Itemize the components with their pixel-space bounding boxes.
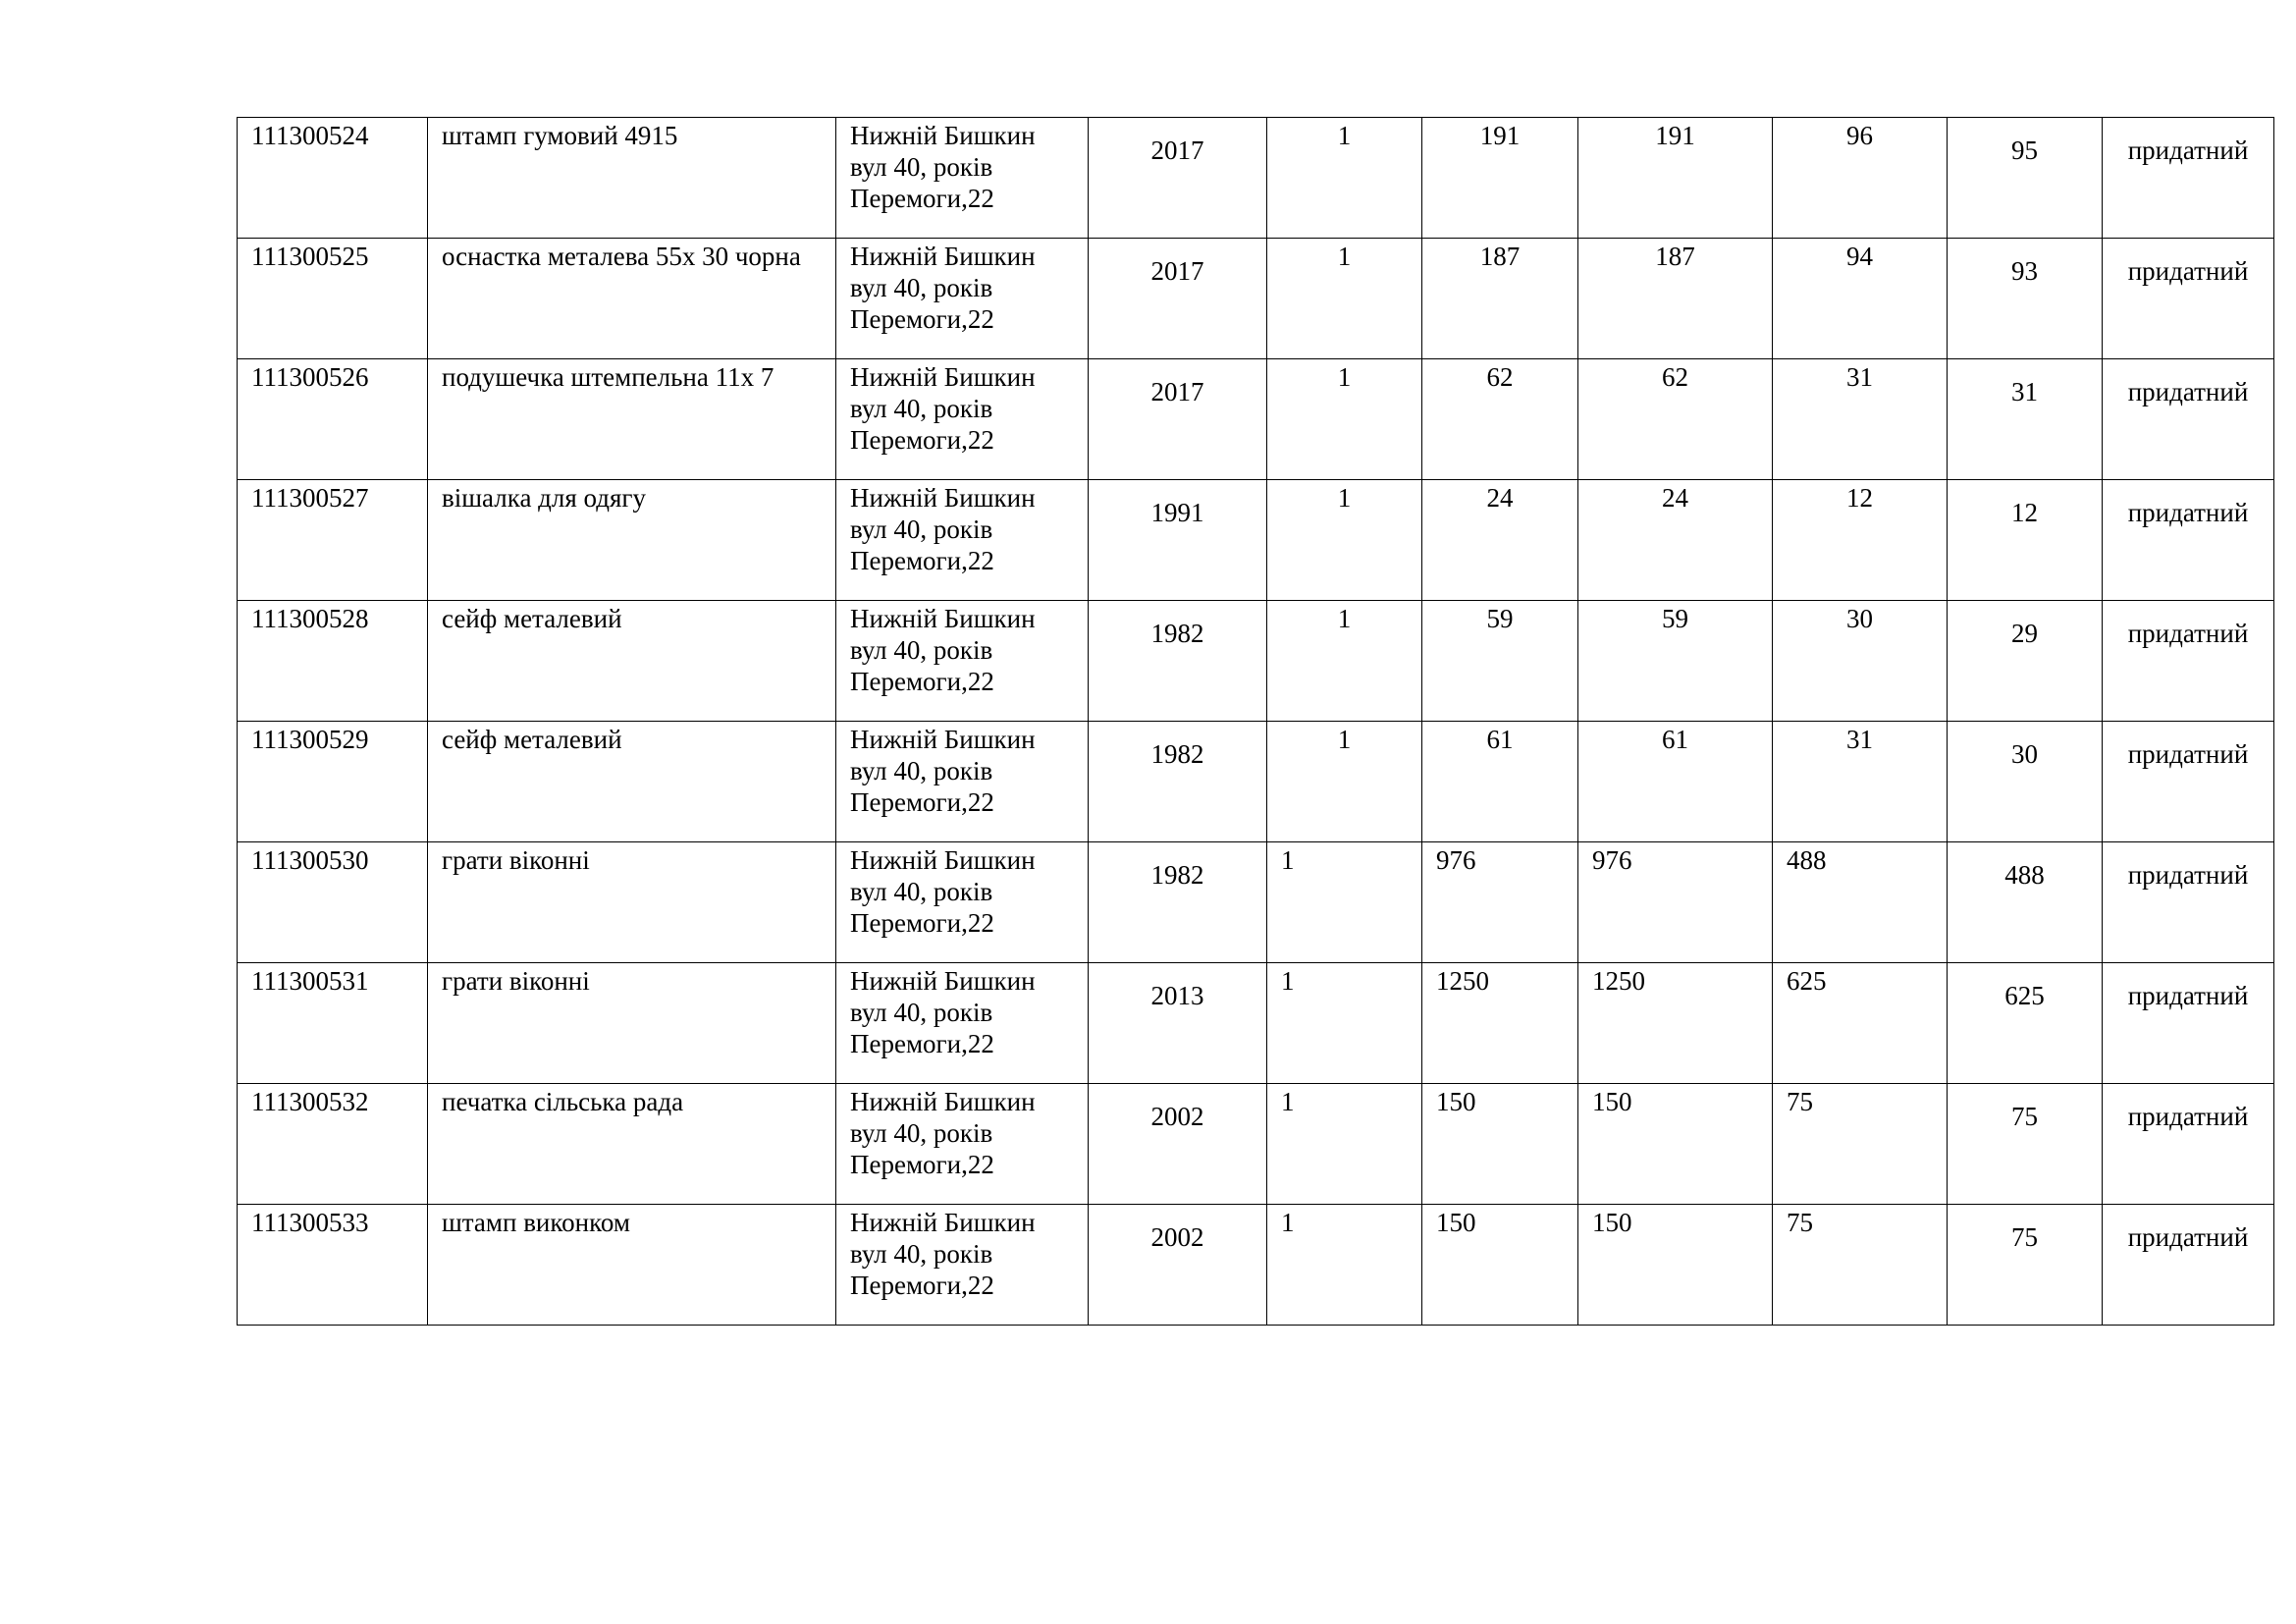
value-cell xyxy=(1773,842,1948,963)
value-text: 187 xyxy=(1479,242,1521,271)
quantity-text: 1 xyxy=(1337,725,1352,754)
quantity-text: 1 xyxy=(1281,845,1295,875)
table-row xyxy=(238,239,2274,359)
value-cell xyxy=(1422,601,1578,722)
status-text: придатний xyxy=(2127,256,2249,286)
value-text: 976 xyxy=(1436,845,1476,875)
location-text: Нижній Бишкин вул 40, років Перемоги,22 xyxy=(850,604,1036,696)
value-cell xyxy=(1422,963,1578,1084)
residual-value-cell xyxy=(1948,601,2103,722)
year-text: 2002 xyxy=(1150,1102,1204,1131)
table-row xyxy=(238,118,2274,239)
status-text: придатний xyxy=(2127,860,2249,890)
value-text: 24 xyxy=(1486,483,1514,513)
location-cell xyxy=(836,480,1089,601)
value-text: 150 xyxy=(1436,1087,1476,1116)
value-text: 150 xyxy=(1592,1087,1632,1116)
value-text: 1250 xyxy=(1592,966,1645,996)
residual-value-text: 95 xyxy=(2011,135,2038,165)
location-cell xyxy=(836,842,1089,963)
inventory-table xyxy=(237,117,2274,1326)
status-text: придатний xyxy=(2127,135,2249,165)
quantity-text: 1 xyxy=(1337,242,1352,271)
table-row xyxy=(238,601,2274,722)
residual-value-cell xyxy=(1948,359,2103,480)
status-text: придатний xyxy=(2127,498,2249,527)
item-name-cell xyxy=(428,963,836,1084)
status-cell xyxy=(2103,1084,2274,1205)
table-row xyxy=(238,842,2274,963)
value-text: 96 xyxy=(1846,121,1873,150)
location-text: Нижній Бишкин вул 40, років Перемоги,22 xyxy=(850,121,1036,213)
residual-value-cell xyxy=(1948,480,2103,601)
year-text: 1982 xyxy=(1150,739,1204,769)
value-cell xyxy=(1773,1205,1948,1326)
value-text: 191 xyxy=(1655,121,1695,150)
value-cell xyxy=(1578,118,1773,239)
value-text: 61 xyxy=(1662,725,1688,754)
quantity-cell xyxy=(1267,1084,1422,1205)
location-cell xyxy=(836,601,1089,722)
item-name-text: штамп виконком xyxy=(442,1208,630,1237)
residual-value-cell xyxy=(1948,1084,2103,1205)
quantity-cell xyxy=(1267,239,1422,359)
value-text: 191 xyxy=(1479,121,1521,150)
year-cell xyxy=(1089,963,1267,1084)
value-cell xyxy=(1773,722,1948,842)
value-text: 61 xyxy=(1486,725,1514,754)
location-cell xyxy=(836,1205,1089,1326)
residual-value-text: 75 xyxy=(2011,1222,2038,1252)
item-name-text: печатка сільська рада xyxy=(442,1087,684,1116)
value-text: 488 xyxy=(1787,845,1827,875)
value-cell xyxy=(1773,359,1948,480)
status-cell xyxy=(2103,118,2274,239)
quantity-text: 1 xyxy=(1337,362,1352,392)
value-cell xyxy=(1422,1084,1578,1205)
quantity-text: 1 xyxy=(1281,1087,1295,1116)
value-text: 31 xyxy=(1846,725,1873,754)
value-text: 1250 xyxy=(1436,966,1489,996)
location-cell xyxy=(836,722,1089,842)
status-cell xyxy=(2103,239,2274,359)
value-cell xyxy=(1578,963,1773,1084)
residual-value-text: 30 xyxy=(2011,739,2038,769)
location-text: Нижній Бишкин вул 40, років Перемоги,22 xyxy=(850,966,1036,1058)
inventory-number-text: 111300528 xyxy=(251,604,369,633)
year-text: 2017 xyxy=(1150,377,1204,406)
status-cell xyxy=(2103,963,2274,1084)
residual-value-cell xyxy=(1948,722,2103,842)
item-name-text: подушечка штемпельна 11х 7 xyxy=(442,362,774,392)
residual-value-cell xyxy=(1948,118,2103,239)
year-text: 2002 xyxy=(1150,1222,1204,1252)
item-name-text: грати віконні xyxy=(442,966,590,996)
inventory-table-body xyxy=(238,118,2274,1326)
value-text: 150 xyxy=(1592,1208,1632,1237)
inventory-number-cell xyxy=(238,722,428,842)
value-text: 30 xyxy=(1846,604,1873,633)
location-cell xyxy=(836,118,1089,239)
table-row xyxy=(238,722,2274,842)
value-cell xyxy=(1578,842,1773,963)
item-name-text: грати віконні xyxy=(442,845,590,875)
residual-value-text: 625 xyxy=(2004,981,2045,1010)
year-cell xyxy=(1089,1205,1267,1326)
status-text: придатний xyxy=(2127,619,2249,648)
item-name-cell xyxy=(428,118,836,239)
value-text: 75 xyxy=(1787,1087,1813,1116)
status-cell xyxy=(2103,359,2274,480)
status-cell xyxy=(2103,1205,2274,1326)
quantity-text: 1 xyxy=(1337,121,1352,150)
year-cell xyxy=(1089,842,1267,963)
quantity-cell xyxy=(1267,963,1422,1084)
year-cell xyxy=(1089,722,1267,842)
inventory-number-cell xyxy=(238,118,428,239)
residual-value-text: 93 xyxy=(2011,256,2038,286)
inventory-number-cell xyxy=(238,842,428,963)
value-cell xyxy=(1422,842,1578,963)
value-cell xyxy=(1578,480,1773,601)
inventory-number-cell xyxy=(238,480,428,601)
year-text: 1982 xyxy=(1150,619,1204,648)
value-text: 59 xyxy=(1486,604,1514,633)
quantity-cell xyxy=(1267,601,1422,722)
residual-value-text: 29 xyxy=(2011,619,2038,648)
table-row xyxy=(238,1084,2274,1205)
quantity-cell xyxy=(1267,359,1422,480)
value-text: 59 xyxy=(1662,604,1688,633)
year-text: 1991 xyxy=(1150,498,1204,527)
value-cell xyxy=(1422,722,1578,842)
location-text: Нижній Бишкин вул 40, років Перемоги,22 xyxy=(850,362,1036,455)
year-text: 1982 xyxy=(1150,860,1204,890)
location-text: Нижній Бишкин вул 40, років Перемоги,22 xyxy=(850,725,1036,817)
location-cell xyxy=(836,239,1089,359)
year-cell xyxy=(1089,480,1267,601)
value-cell xyxy=(1773,963,1948,1084)
item-name-cell xyxy=(428,722,836,842)
quantity-text: 1 xyxy=(1281,966,1295,996)
value-cell xyxy=(1578,601,1773,722)
value-cell xyxy=(1578,359,1773,480)
inventory-number-text: 111300526 xyxy=(251,362,369,392)
value-text: 187 xyxy=(1655,242,1695,271)
value-cell xyxy=(1578,1084,1773,1205)
inventory-number-text: 111300531 xyxy=(251,966,369,996)
status-cell xyxy=(2103,601,2274,722)
inventory-number-text: 111300524 xyxy=(251,121,369,150)
location-cell xyxy=(836,359,1089,480)
table-row xyxy=(238,963,2274,1084)
residual-value-cell xyxy=(1948,239,2103,359)
item-name-cell xyxy=(428,480,836,601)
value-text: 62 xyxy=(1486,362,1514,392)
value-cell xyxy=(1578,1205,1773,1326)
value-text: 75 xyxy=(1787,1208,1813,1237)
quantity-cell xyxy=(1267,1205,1422,1326)
status-cell xyxy=(2103,842,2274,963)
residual-value-text: 31 xyxy=(2011,377,2038,406)
year-cell xyxy=(1089,359,1267,480)
status-text: придатний xyxy=(2127,739,2249,769)
location-text: Нижній Бишкин вул 40, років Перемоги,22 xyxy=(850,242,1036,334)
item-name-text: вішалка для одягу xyxy=(442,483,647,513)
table-row xyxy=(238,480,2274,601)
year-cell xyxy=(1089,601,1267,722)
value-text: 150 xyxy=(1436,1208,1476,1237)
item-name-cell xyxy=(428,239,836,359)
status-text: придатний xyxy=(2127,377,2249,406)
inventory-number-text: 111300533 xyxy=(251,1208,369,1237)
value-text: 31 xyxy=(1846,362,1873,392)
item-name-cell xyxy=(428,359,836,480)
status-cell xyxy=(2103,480,2274,601)
residual-value-text: 75 xyxy=(2011,1102,2038,1131)
quantity-cell xyxy=(1267,842,1422,963)
value-cell xyxy=(1773,480,1948,601)
location-text: Нижній Бишкин вул 40, років Перемоги,22 xyxy=(850,483,1036,575)
value-text: 24 xyxy=(1662,483,1688,513)
inventory-number-cell xyxy=(238,1205,428,1326)
item-name-text: штамп гумовий 4915 xyxy=(442,121,678,150)
value-cell xyxy=(1422,359,1578,480)
inventory-number-text: 111300525 xyxy=(251,242,369,271)
table-row xyxy=(238,359,2274,480)
value-cell xyxy=(1578,722,1773,842)
inventory-number-cell xyxy=(238,1084,428,1205)
value-cell xyxy=(1422,1205,1578,1326)
item-name-cell xyxy=(428,601,836,722)
value-text: 976 xyxy=(1592,845,1632,875)
inventory-number-cell xyxy=(238,239,428,359)
quantity-cell xyxy=(1267,722,1422,842)
value-cell xyxy=(1773,239,1948,359)
quantity-text: 1 xyxy=(1337,483,1352,513)
residual-value-cell xyxy=(1948,842,2103,963)
quantity-cell xyxy=(1267,480,1422,601)
value-cell xyxy=(1422,118,1578,239)
value-cell xyxy=(1422,480,1578,601)
year-text: 2013 xyxy=(1150,981,1204,1010)
inventory-number-text: 111300532 xyxy=(251,1087,369,1116)
inventory-number-text: 111300530 xyxy=(251,845,369,875)
inventory-number-cell xyxy=(238,359,428,480)
value-text: 62 xyxy=(1662,362,1688,392)
location-text: Нижній Бишкин вул 40, років Перемоги,22 xyxy=(850,1208,1036,1300)
status-cell xyxy=(2103,722,2274,842)
inventory-number-text: 111300529 xyxy=(251,725,369,754)
value-text: 625 xyxy=(1787,966,1827,996)
location-text: Нижній Бишкин вул 40, років Перемоги,22 xyxy=(850,1087,1036,1179)
residual-value-text: 488 xyxy=(2004,860,2045,890)
inventory-number-cell xyxy=(238,963,428,1084)
item-name-text: оснастка металева 55х 30 чорна xyxy=(442,242,801,271)
quantity-text: 1 xyxy=(1281,1208,1295,1237)
year-cell xyxy=(1089,239,1267,359)
year-cell xyxy=(1089,1084,1267,1205)
value-text: 12 xyxy=(1846,483,1873,513)
year-text: 2017 xyxy=(1150,135,1204,165)
year-text: 2017 xyxy=(1150,256,1204,286)
status-text: придатний xyxy=(2127,1102,2249,1131)
item-name-cell xyxy=(428,842,836,963)
residual-value-text: 12 xyxy=(2011,498,2038,527)
inventory-number-text: 111300527 xyxy=(251,483,369,513)
table-row xyxy=(238,1205,2274,1326)
value-cell xyxy=(1773,118,1948,239)
residual-value-cell xyxy=(1948,963,2103,1084)
status-text: придатний xyxy=(2127,981,2249,1010)
value-cell xyxy=(1773,1084,1948,1205)
item-name-cell xyxy=(428,1084,836,1205)
value-cell xyxy=(1578,239,1773,359)
location-cell xyxy=(836,963,1089,1084)
year-cell xyxy=(1089,118,1267,239)
quantity-text: 1 xyxy=(1337,604,1352,633)
residual-value-cell xyxy=(1948,1205,2103,1326)
value-text: 94 xyxy=(1846,242,1873,271)
status-text: придатний xyxy=(2127,1222,2249,1252)
value-cell xyxy=(1773,601,1948,722)
quantity-cell xyxy=(1267,118,1422,239)
value-cell xyxy=(1422,239,1578,359)
inventory-number-cell xyxy=(238,601,428,722)
location-text: Нижній Бишкин вул 40, років Перемоги,22 xyxy=(850,845,1036,938)
location-cell xyxy=(836,1084,1089,1205)
item-name-cell xyxy=(428,1205,836,1326)
item-name-text: сейф металевий xyxy=(442,725,622,754)
item-name-text: сейф металевий xyxy=(442,604,622,633)
